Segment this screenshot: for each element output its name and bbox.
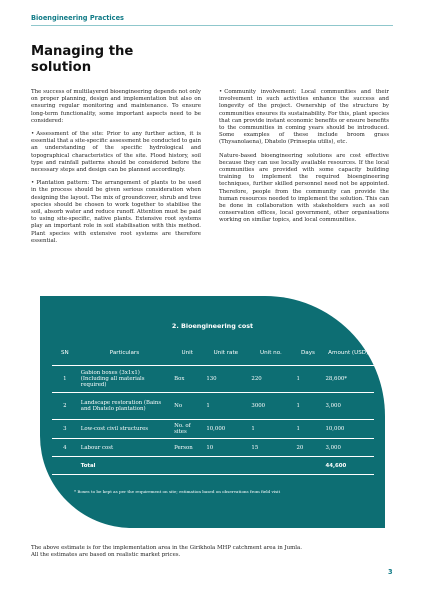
footer-line-1: The above estimate is for the implementation area in the Girikhola MHP catchment area in Jumla.: [31, 545, 303, 551]
cell-empty: [203, 457, 248, 475]
cell-empty: [52, 457, 78, 475]
header-particulars: Particulars: [78, 342, 171, 366]
page-number: 3: [388, 568, 393, 576]
intro-paragraph: The success of multilayered bioengineering depends not only on proper planning, design and implementation but also on ensuring regular monitoring and maintenance. To ensure long-term functionality, some important aspects need to be considered:: [31, 89, 201, 124]
cell-sn: 4: [52, 439, 78, 457]
cell-unit: No: [171, 393, 203, 420]
total-label: Total: [78, 457, 171, 475]
footer-text: [31, 545, 393, 559]
header-unit: Unit: [171, 342, 203, 366]
header-days: Days: [293, 342, 322, 366]
cell-particulars: Low-cost civil structures: [78, 420, 171, 439]
cell-unit-no: 3000: [248, 393, 293, 420]
cell-sn: 3: [52, 420, 78, 439]
table-row: [52, 420, 374, 439]
cell-amount: 10,000: [322, 420, 374, 439]
header-sn: SN: [52, 342, 78, 366]
cell-sn: 1: [52, 366, 78, 393]
footer-line-2: All the estimates are based on realistic market prices.: [31, 552, 181, 559]
cell-amount: 3,000: [322, 393, 374, 420]
cell-empty: [171, 457, 203, 475]
bullet-mark: •: [31, 131, 35, 138]
cell-unit-rate: 1: [203, 393, 248, 420]
bullet-assessment-text: Assessment of the site: Prior to any further action, it is essential that a site-specific assessment be conducted to gain an understanding of the specific hydrological and topographical characteristics of the site. Flood history, soil type and rainfall patterns should be considered before the necessary steps and design can be planned accordingly.: [31, 131, 201, 174]
cell-unit: Box: [171, 366, 203, 393]
cell-unit-no: 15: [248, 439, 293, 457]
cell-unit-rate: 10: [203, 439, 248, 457]
table-header-row: [52, 342, 374, 366]
header-amount: Amount (USD): [322, 342, 374, 366]
bullet-assessment: [31, 131, 201, 174]
cell-unit-rate: 10,000: [203, 420, 248, 439]
cell-days: 1: [293, 393, 322, 420]
bullet-plantation-text: Plantation pattern: The arrangement of plants to be used in the process should be given serious consideration when designing the layout. The mix of groundcover, shrub and tree species should be chosen to work together to stabilise the soil, absorb water and reduce runoff. Attention must be paid to using site-specific, native plants. Extensive root systems play an important role in soil stabilisation with this method. Plant species with extensive root systems are therefore essential.: [31, 180, 201, 244]
cell-days: 1: [293, 366, 322, 393]
cell-unit-rate: 130: [203, 366, 248, 393]
table-title: 2. Bioengineering cost: [171, 322, 254, 330]
table-row: [52, 439, 374, 457]
header-unit-rate: Unit rate: [203, 342, 248, 366]
cost-table: [52, 342, 374, 475]
cell-unit-no: 220: [248, 366, 293, 393]
right-column: [219, 89, 389, 231]
bullet-plantation: [31, 180, 201, 245]
header-divider: [31, 25, 393, 26]
bullet-community: [219, 89, 389, 147]
cell-unit-no: 1: [248, 420, 293, 439]
cell-unit: No. of sites: [171, 420, 203, 439]
left-column: [31, 89, 201, 251]
cell-empty: [248, 457, 293, 475]
bullet-community-text: Community involvement: Local communities and their involvement in such activities enhance the success and longevity of the project. Ownership of the structure by communities ensures its sustainability. For this, plant species that can provide instant economic benefits or ensure benefits to the communities in coming years should be introduced. Some examples of these include broom grass (Thysanolaena), Dhatelo (Prinsepia utilis), etc.: [219, 89, 389, 146]
cell-days: 20: [293, 439, 322, 457]
header-unit-no: Unit no.: [248, 342, 293, 366]
page-title: Managing the solution: [31, 44, 134, 75]
bullet-mark: •: [219, 89, 223, 95]
cell-particulars: Labour cost: [78, 439, 171, 457]
section-label: Bioengineering Practices: [31, 14, 124, 22]
cell-particulars: Gabion boxes (3x1x1) (Including all materials required): [78, 366, 171, 393]
table-row: [52, 393, 374, 420]
total-amount: 44,600: [322, 457, 374, 475]
table-row: [52, 366, 374, 393]
cost-effective-paragraph: Nature-based bioengineering solutions are cost effective because they can use locally available resources. If the local communities are provided with some capacity building training to implement the required bioengineering techniques, further skilled personnel need not be appointed. Therefore, people from the community can provide the human resources needed to implement the solution. This can be done in collaboration with stakeholders such as soil conservation offices, local government, other organisations working on similar topics, and local communities.: [219, 152, 389, 224]
cell-sn: 2: [52, 393, 78, 420]
table-footnote: * Boxes to be kept as per the requirement on site; estimation based on observations from field visit: [74, 489, 281, 494]
cell-amount: 28,600*: [322, 366, 374, 393]
cell-days: 1: [293, 420, 322, 439]
cell-amount: 3,000: [322, 439, 374, 457]
bullet-mark: •: [31, 180, 35, 187]
table-total-row: [52, 457, 374, 475]
cell-particulars: Landscape restoration (Bains and Dhatelo plantation): [78, 393, 171, 420]
cell-unit: Person: [171, 439, 203, 457]
cell-empty: [293, 457, 322, 475]
